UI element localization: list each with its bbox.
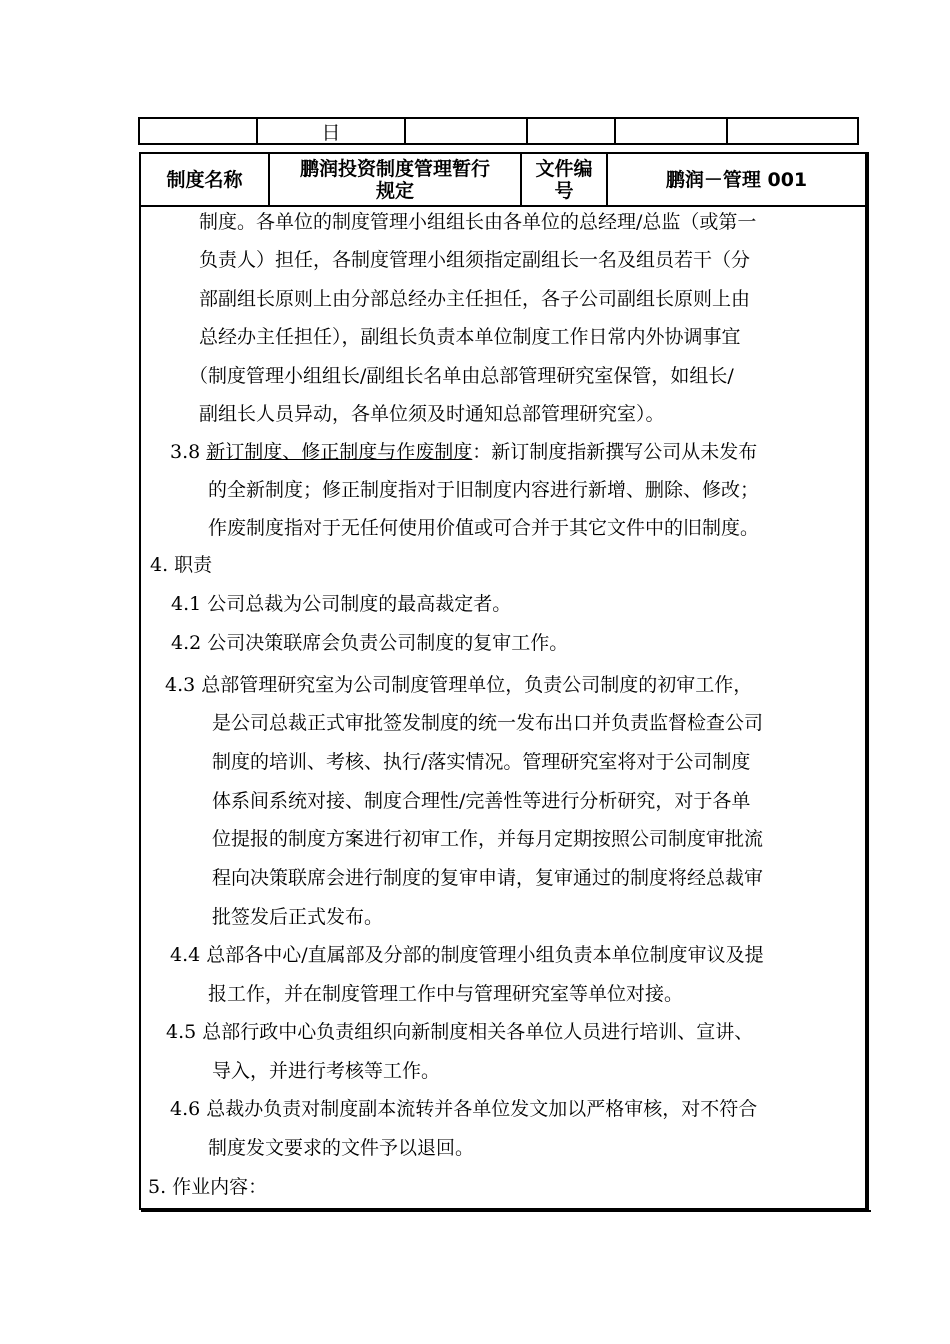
frame-shadow-right: [867, 152, 869, 1212]
section-3-8-term: 新订制度、修正制度与作废制度: [206, 441, 473, 463]
paragraph-line: 制度。各单位的制度管理小组组长由各单位的总经理/总监（或第一: [199, 211, 757, 233]
paragraph-line: 作废制度指对于无任何使用价值或可合并于其它文件中的旧制度。: [208, 517, 760, 539]
top-strip-day-cell: 日: [258, 119, 406, 143]
section-4-4-first: 4.4 总部各中心/直属部及分部的制度管理小组负责本单位制度审议及提: [170, 944, 764, 966]
system-name-label: 制度名称: [141, 154, 270, 205]
paragraph-line: 的全新制度；修正制度指对于旧制度内容进行新增、删除、修改；: [208, 479, 760, 501]
paragraph-line: 体系间系统对接、制度合理性/完善性等进行分析研究，对于各单: [212, 790, 751, 812]
section-3-8-number: 3.8: [170, 441, 201, 463]
paragraph-line: 总经办主任担任），副组长负责本单位制度工作日常内外协调事宜: [199, 326, 741, 348]
system-name-value-line1: 鹏润投资制度管理暂行: [299, 157, 490, 180]
section-4-5-first: 4.5 总部行政中心负责组织向新制度相关各单位人员进行培训、宣讲、: [166, 1021, 754, 1043]
paragraph-line: 程向决策联席会进行制度的复审申请，复审通过的制度将经总裁审: [212, 867, 764, 889]
section-3-8-rest: ：新订制度指新撰写公司从未发布: [472, 441, 758, 463]
section-3-8-first-line: [170, 440, 757, 464]
file-number-label: [522, 154, 608, 205]
section-4-1: 4.1 公司总裁为公司制度的最高裁定者。: [171, 593, 512, 615]
top-strip-table: [138, 117, 859, 145]
paragraph-line: 副组长人员异动，各单位须及时通知总部管理研究室）。: [199, 403, 665, 425]
paragraph-line: 是公司总裁正式审批签发制度的统一发布出口并负责监督检查公司: [212, 712, 764, 734]
section-4-3-first: 4.3 总部管理研究室为公司制度管理单位，负责公司制度的初审工作，: [165, 674, 753, 696]
frame-shadow-bottom: [141, 1210, 871, 1212]
top-strip-cell: [406, 119, 528, 143]
system-name-value: [270, 154, 522, 205]
paragraph-line: 批签发后正式发布。: [212, 906, 384, 928]
file-number-label-line2: 号: [554, 179, 574, 202]
paragraph-line: 制度的培训、考核、执行/落实情况。管理研究室将对于公司制度: [212, 751, 751, 773]
top-strip-cell: [140, 119, 258, 143]
top-strip-cell: [728, 119, 857, 143]
section-4-heading: 4. 职责: [150, 554, 213, 576]
section-4-2: 4.2 公司决策联席会负责公司制度的复审工作。: [171, 632, 569, 654]
system-name-value-line2: 规定: [375, 179, 414, 202]
section-5-heading: 5. 作业内容：: [148, 1176, 268, 1198]
paragraph-line: 报工作，并在制度管理工作中与管理研究室等单位对接。: [208, 983, 684, 1005]
section-4-6-first: 4.6 总裁办负责对制度副本流转并各单位发文加以严格审核，对不符合: [170, 1098, 758, 1120]
paragraph-line: 导入，并进行考核等工作。: [212, 1060, 441, 1082]
top-strip-cell: [616, 119, 728, 143]
paragraph-line: 位提报的制度方案进行初审工作，并每月定期按照公司制度审批流: [212, 828, 764, 850]
header-table: [139, 152, 867, 207]
file-number-value: 鹏润－管理 001: [665, 168, 808, 191]
top-strip-cell: [528, 119, 616, 143]
paragraph-line: 部副组长原则上由分部总经办主任担任，各子公司副组长原则上由: [199, 288, 751, 310]
paragraph-line: 负责人）担任，各制度管理小组须指定副组长一名及组员若干（分: [199, 249, 751, 271]
paragraph-line: （制度管理小组组长/副组长名单由总部管理研究室保管，如组长/: [189, 365, 734, 387]
paragraph-line: 制度发文要求的文件予以退回。: [208, 1137, 475, 1159]
file-number-label-line1: 文件编: [535, 157, 593, 180]
